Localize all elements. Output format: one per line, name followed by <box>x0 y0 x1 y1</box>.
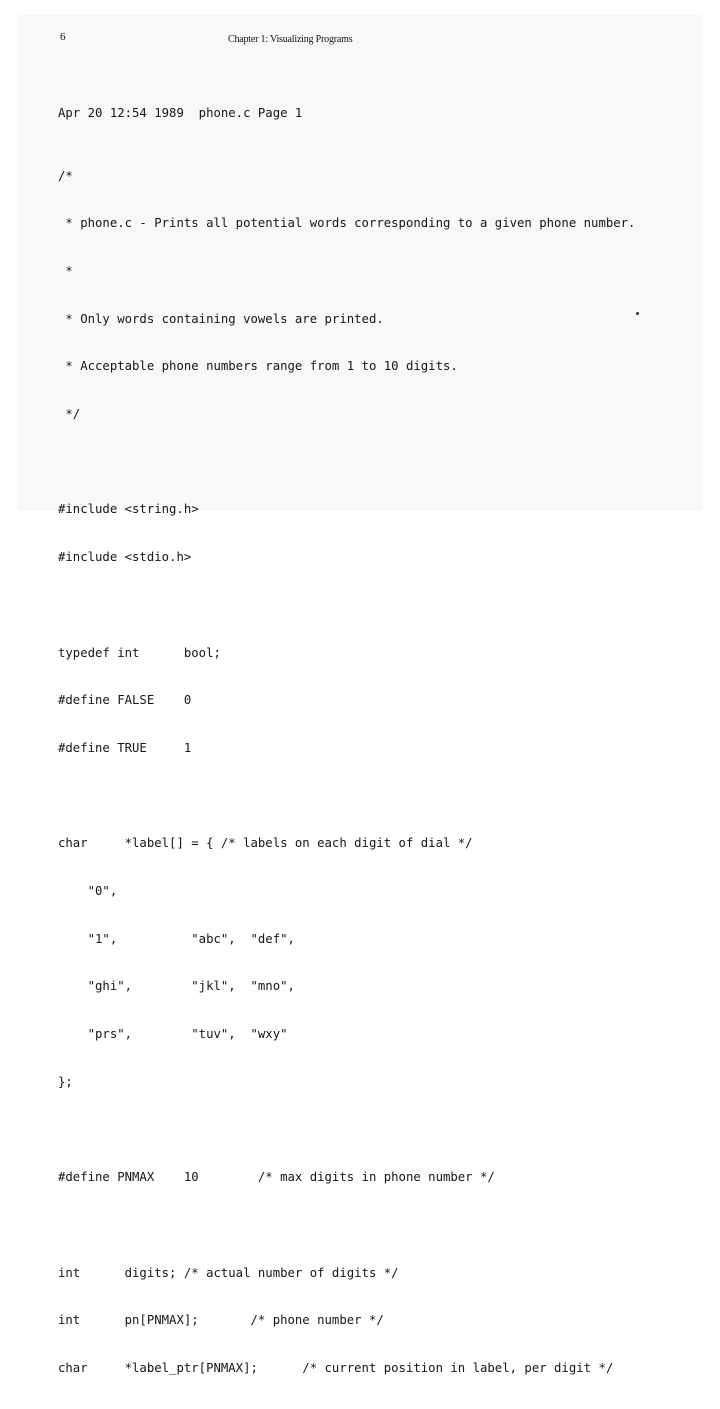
code-line <box>58 1123 635 1139</box>
code-line <box>58 789 635 805</box>
scan-speck <box>636 312 639 315</box>
listing-header: Apr 20 12:54 1989 phone.c Page 1 <box>58 105 303 120</box>
running-head: Chapter 1: Visualizing Programs <box>228 34 353 45</box>
code-line: * Only words containing vowels are printed. <box>58 311 384 326</box>
code-listing <box>58 74 635 1409</box>
code-line: "prs", "tuv", "wxy" <box>58 1027 288 1042</box>
code-line <box>58 598 635 614</box>
code-line: #include <string.h> <box>58 502 199 517</box>
scanned-page <box>18 16 702 1376</box>
code-line: * <box>58 263 73 278</box>
code-line: #define TRUE 1 <box>58 740 192 755</box>
code-line: #define PNMAX 10 /* max digits in phone number */ <box>58 1170 495 1185</box>
code-line <box>58 455 635 471</box>
code-line: int pn[PNMAX]; /* phone number */ <box>58 1313 384 1328</box>
page-number: 6 <box>60 31 66 43</box>
code-line: }; <box>58 1074 73 1089</box>
code-line: /* <box>58 168 73 183</box>
code-line: */ <box>58 407 81 422</box>
code-line: * phone.c - Prints all potential words corresponding to a given phone number. <box>58 216 636 231</box>
code-line <box>58 1218 635 1234</box>
code-line: #define FALSE 0 <box>58 693 192 708</box>
code-line: #include <stdio.h> <box>58 550 192 565</box>
code-line: int digits; /* actual number of digits */ <box>58 1265 399 1280</box>
code-line: typedef int bool; <box>58 645 221 660</box>
code-line: char *label_ptr[PNMAX]; /* current position in label, per digit */ <box>58 1361 614 1376</box>
code-line: char *label[] = { /* labels on each digit of dial */ <box>58 836 473 851</box>
code-line: "0", <box>58 884 118 899</box>
code-line: * Acceptable phone numbers range from 1 to 10 digits. <box>58 359 458 374</box>
code-line: "ghi", "jkl", "mno", <box>58 979 295 994</box>
code-line: "1", "abc", "def", <box>58 931 295 946</box>
